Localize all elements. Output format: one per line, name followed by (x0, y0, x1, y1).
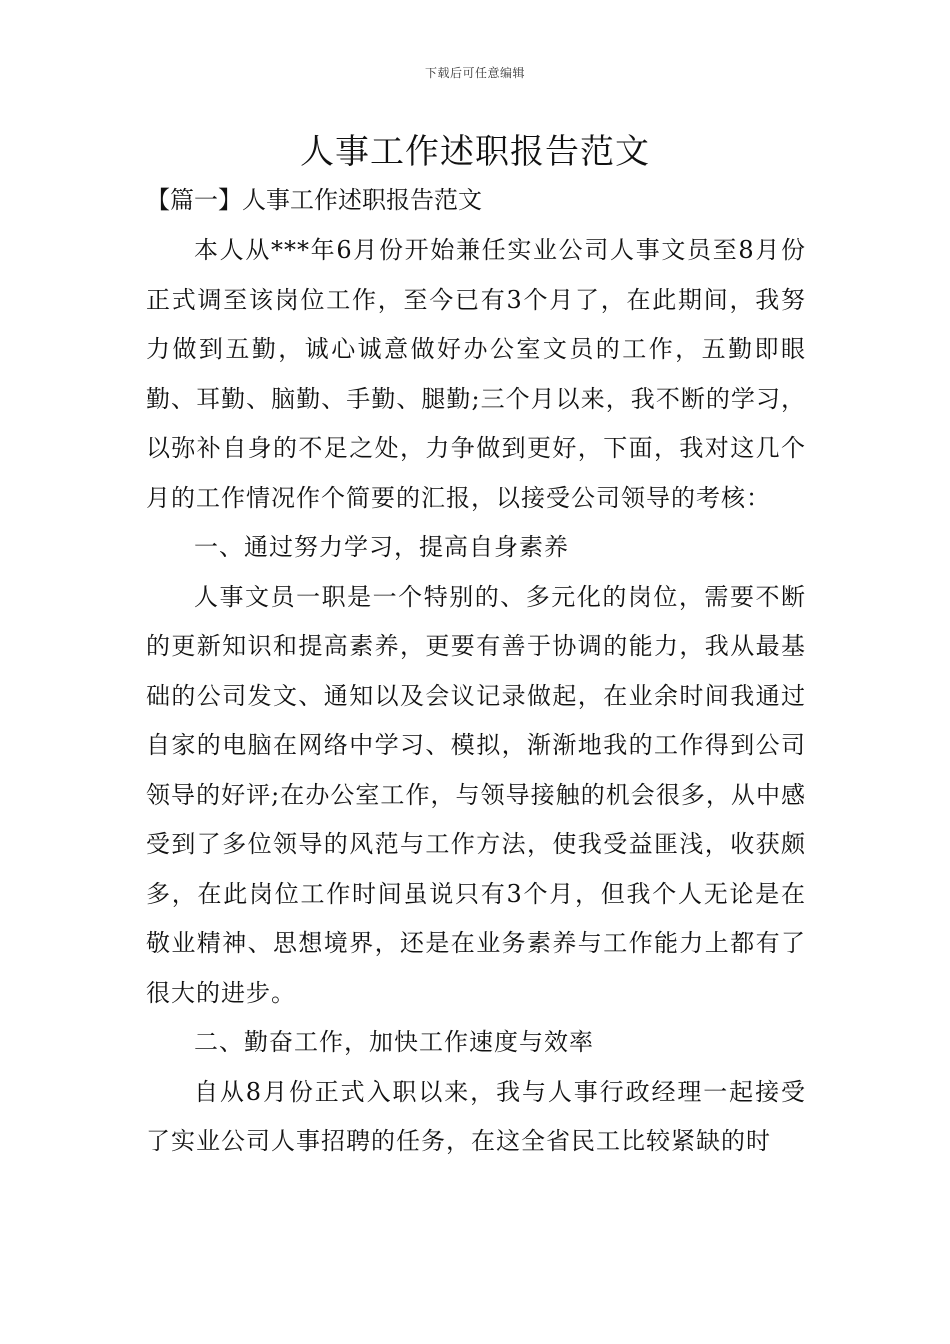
paragraph-intro: 本人从***年6月份开始兼任实业公司人事文员至8月份正式调至该岗位工作，至今已有3个月了，在此期间，我努力做到五勤，诚心诚意做好办公室文员的工作，五勤即眼勤、耳勤、脑勤、手勤、腿勤;三个月以来，我不断的学习，以弥补自身的不足之处，力争做到更好，下面，我对这几个月的工作情况作个简要的汇报，以接受公司领导的考核： (146, 236, 806, 512)
paragraph-work: 自从8月份正式入职以来，我与人事行政经理一起接受了实业公司人事招聘的任务，在这全省民工比较紧缺的时 (146, 1077, 806, 1155)
section-heading: 【篇一】人事工作述职报告范文 (146, 186, 482, 214)
subheading-work: 二、勤奋工作，加快工作速度与效率 (194, 1028, 594, 1056)
document-title: 人事工作述职报告范文 (300, 132, 650, 172)
header-note: 下载后可任意编辑 (424, 66, 525, 80)
paragraph-study: 人事文员一职是一个特别的、多元化的岗位，需要不断的更新知识和提高素养，更要有善于协调的能力，我从最基础的公司发文、通知以及会议记录做起，在业余时间我通过自家的电脑在网络中学习、模拟，渐渐地我的工作得到公司领导的好评;在办公室工作，与领导接触的机会很多，从中感受到了多位领导的风范与工作方法，使我受益匪浅，收获颇多，在此岗位工作时间虽说只有3个月，但我个人无论是在敬业精神、思想境界，还是在业务素养与工作能力上都有了很大的进步。 (146, 582, 806, 1007)
document-body (146, 226, 806, 1167)
subheading-study: 一、通过努力学习，提高自身素养 (194, 533, 569, 561)
